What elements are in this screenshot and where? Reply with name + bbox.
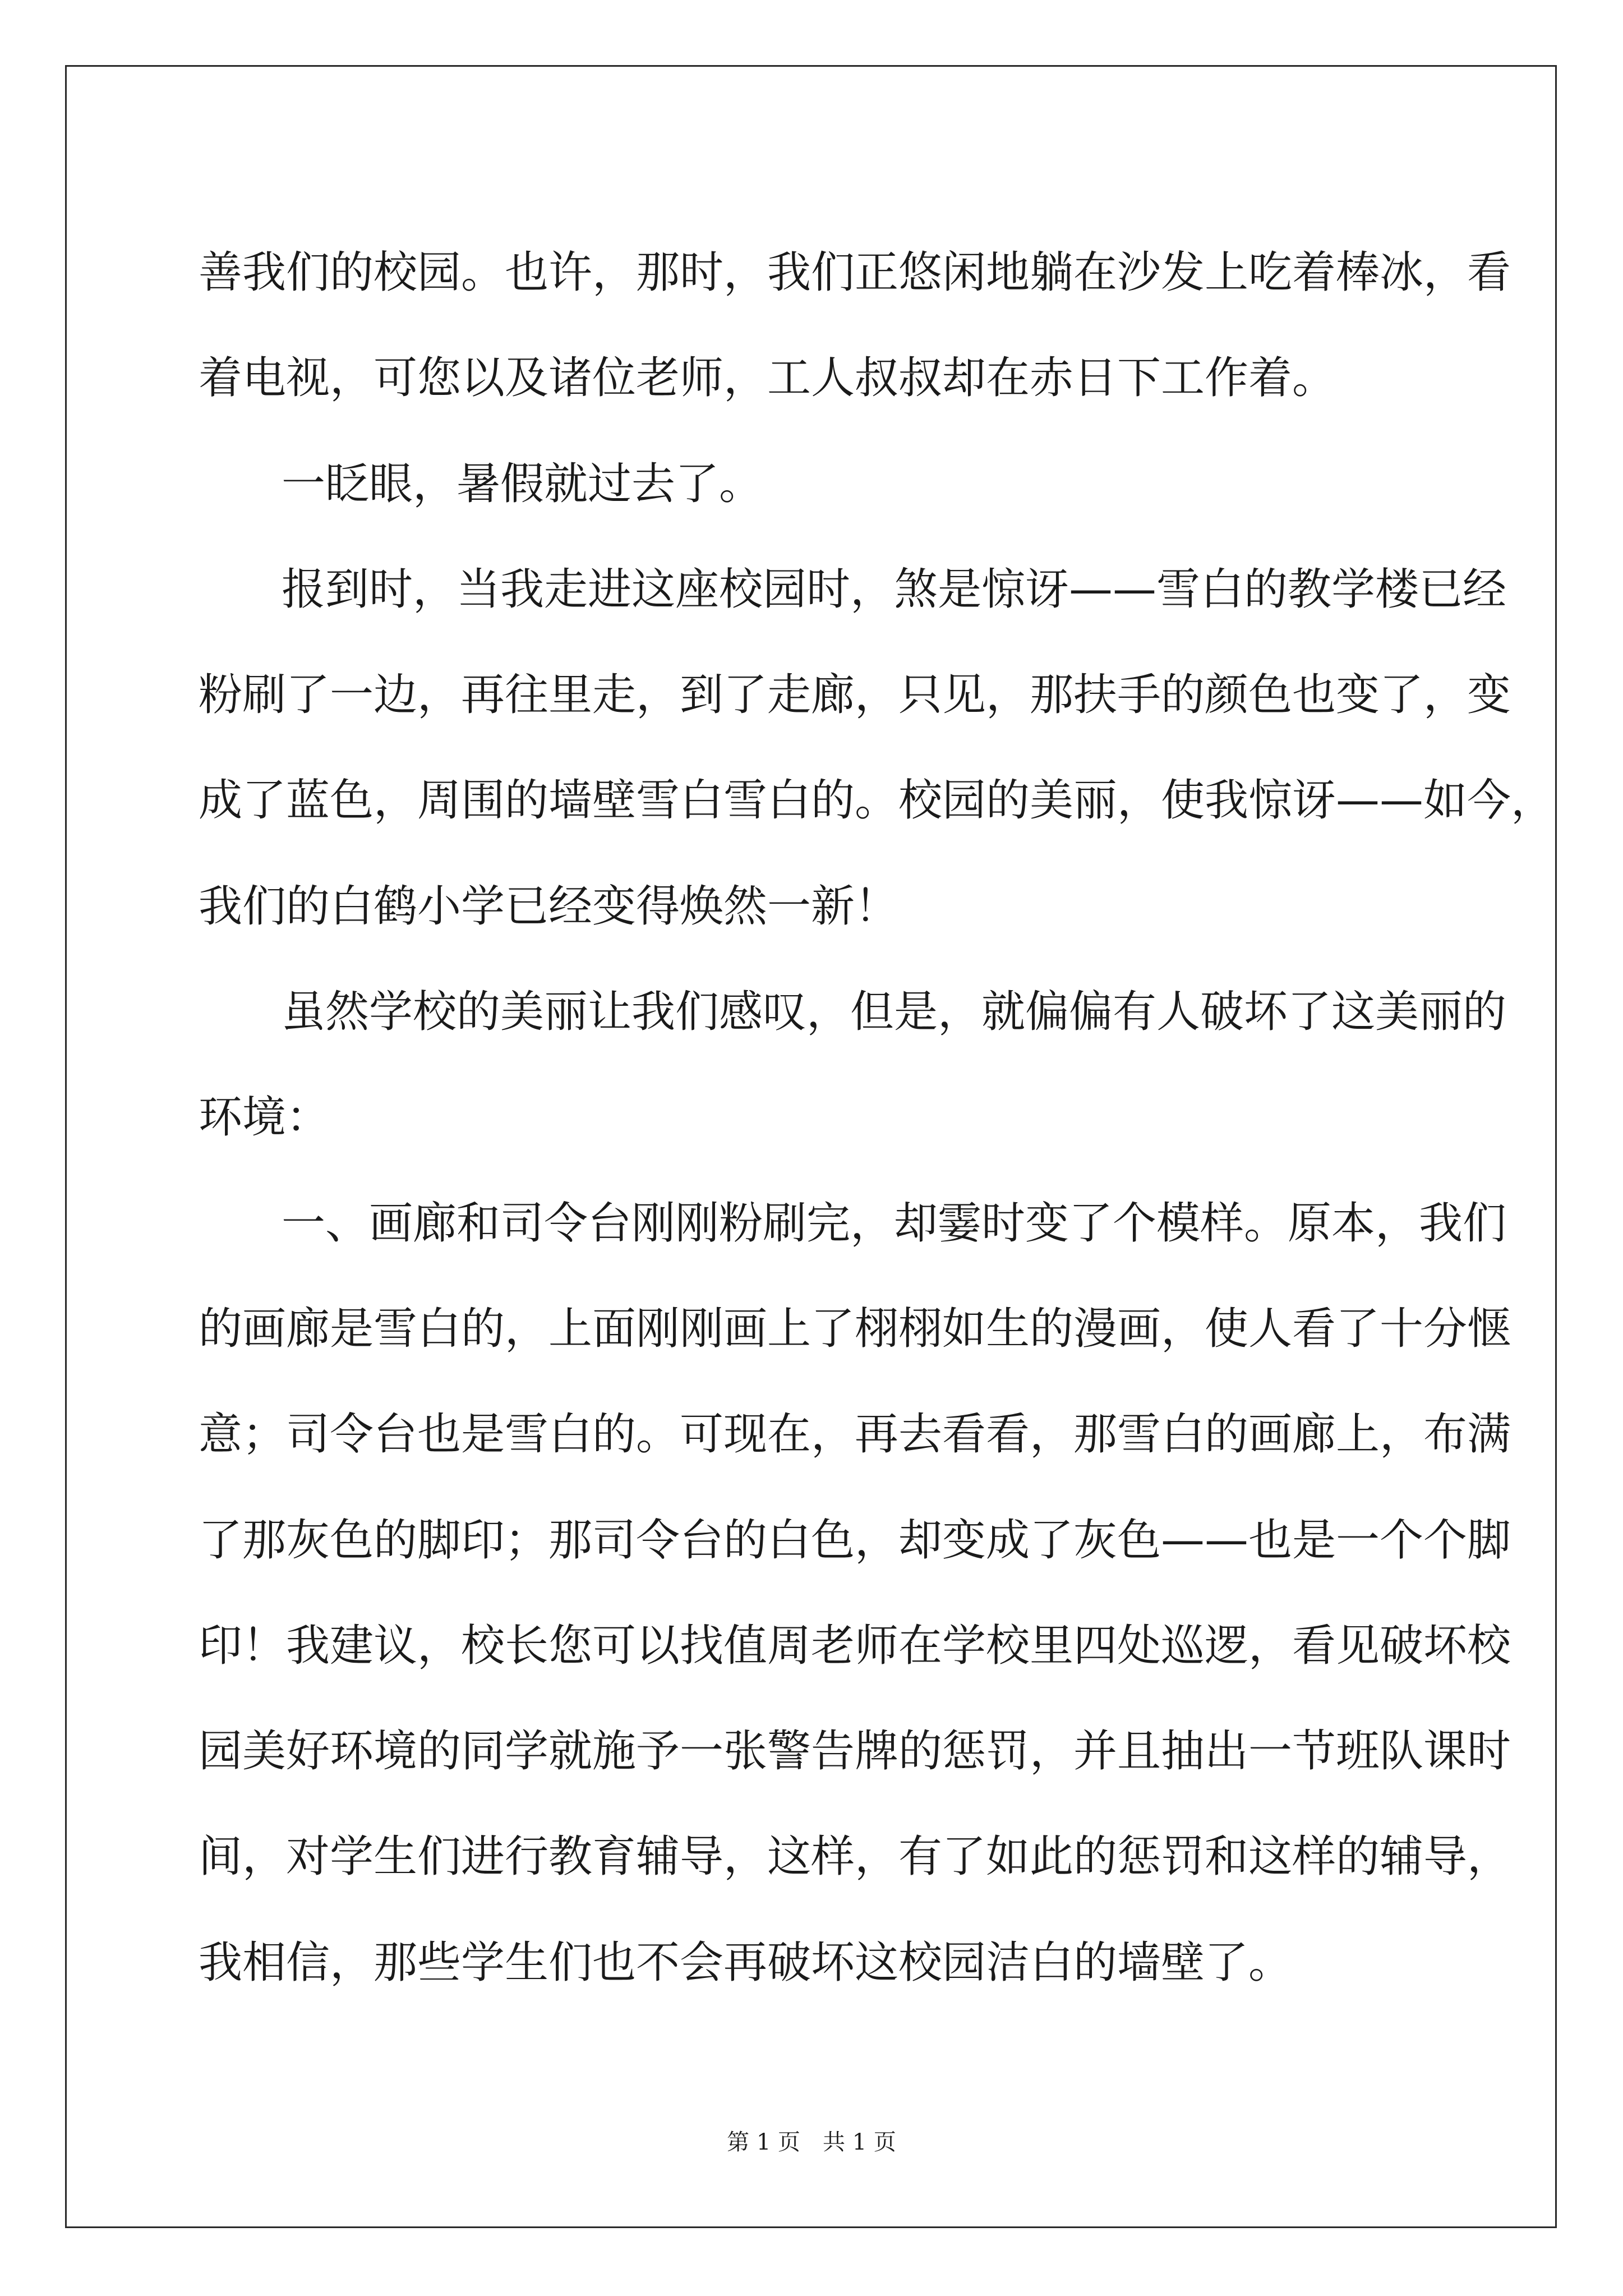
text-line: 了那灰色的脚印；那司令台的白色，却变成了灰色——也是一个个脚 [199, 1515, 1511, 1566]
text-line: 的画廊是雪白的，上面刚刚画上了栩栩如生的漫画，使人看了十分惬 [199, 1303, 1511, 1354]
text-line: 成了蓝色，周围的墙壁雪白雪白的。校园的美丽，使我惊讶——如今， [199, 775, 1555, 826]
text-line: 环境： [199, 1092, 330, 1143]
text-line: 间，对学生们进行教育辅导，这样，有了如此的惩罚和这样的辅导， [199, 1832, 1511, 1883]
text-line: 意；司令台也是雪白的。可现在，再去看看，那雪白的画廊上，布满 [199, 1409, 1511, 1460]
document-body [199, 220, 1555, 2016]
text-line: 印！我建议，校长您可以找值周老师在学校里四处巡逻，看见破坏校 [199, 1620, 1511, 1671]
text-line: 着电视，可您以及诸位老师，工人叔叔却在赤日下工作着。 [199, 353, 1336, 404]
text-line: 我相信，那些学生们也不会再破坏这校园洁白的墙壁了。 [199, 1937, 1293, 1988]
text-line: 我们的白鹤小学已经变得焕然一新！ [199, 881, 899, 932]
page-number-footer: 第 1 页 共 1 页 [727, 2129, 896, 2155]
text-line: 一、画廊和司令台刚刚粉刷完，却霎时变了个模样。原本，我们 [282, 1198, 1507, 1249]
text-line: 报到时，当我走进这座校园时，煞是惊讶——雪白的教学楼已经 [282, 564, 1507, 615]
text-line: 善我们的校园。也许，那时，我们正悠闲地躺在沙发上吃着棒冰，看 [199, 247, 1511, 298]
text-line: 一眨眼，暑假就过去了。 [282, 458, 763, 509]
text-line: 园美好环境的同学就施予一张警告牌的惩罚，并且抽出一节班队课时 [199, 1726, 1511, 1777]
text-line: 虽然学校的美丽让我们感叹，但是，就偏偏有人破坏了这美丽的 [282, 987, 1507, 1038]
text-line: 粉刷了一边，再往里走，到了走廊，只见，那扶手的颜色也变了，变 [199, 670, 1511, 721]
